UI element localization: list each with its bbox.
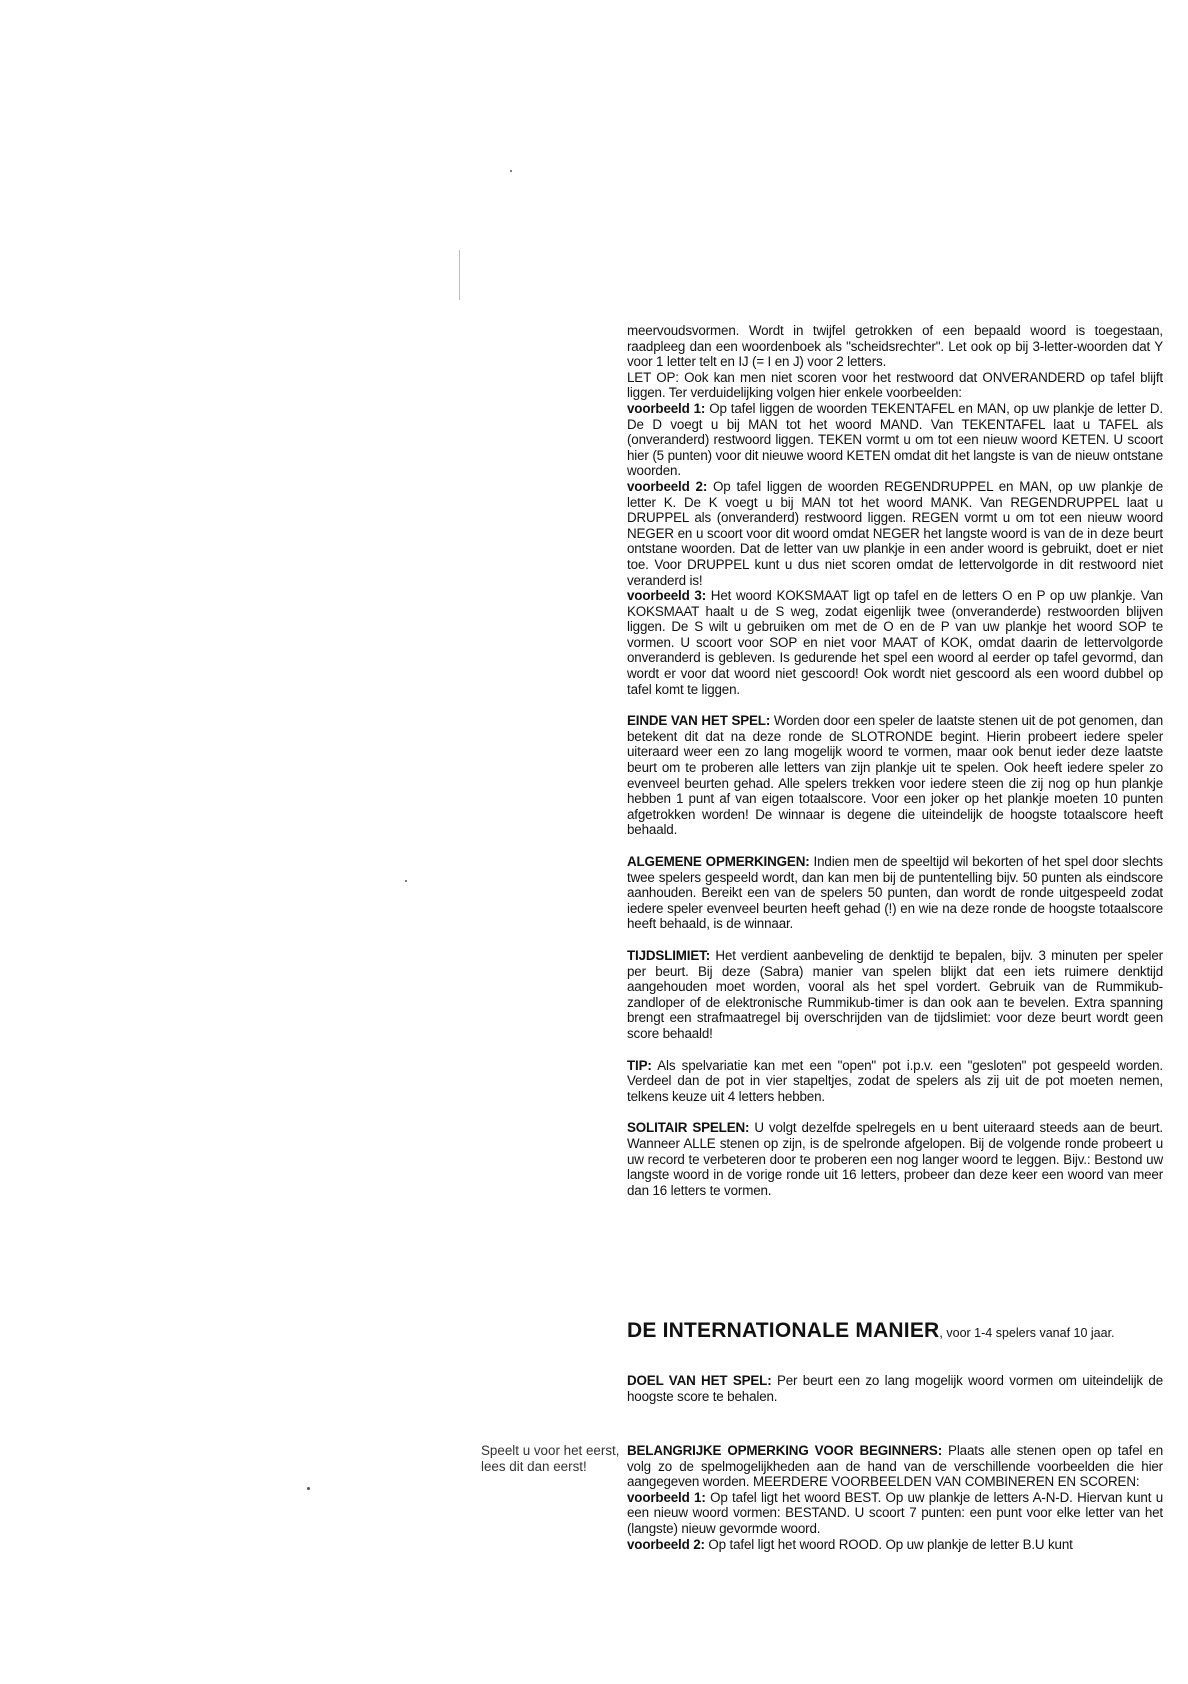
doel-block: [627, 1373, 1163, 1404]
section-subtitle: , voor 1-4 spelers vanaf 10 jaar.: [939, 1326, 1115, 1340]
doel-paragraph: [627, 1373, 1163, 1404]
einde-label: EINDE VAN HET SPEL:: [627, 713, 771, 729]
tip-label: TIP:: [627, 1057, 652, 1073]
example-1-text: Op tafel liggen de woorden TEKENTAFEL en MAN, op uw plankje de letter D. De D voegt u bij MAN tot het woord MAND. Van TEKENTAFEL laat u TAFEL als (onveranderd) restwoord liggen. TEKEN vormt u om tot een nieuw woord KETEN. U scoort hier (5 punten) voor dit nieuwe woord KETEN omdat dit het langste is van de nieuw ontstane woorden.: [627, 400, 1163, 479]
beginner-margin-note: Speelt u voor het eerst, lees dit dan eerst!: [481, 1443, 620, 1474]
scan-speck: [510, 170, 512, 172]
solitair-paragraph: [627, 1120, 1163, 1198]
beginner-example-2: [627, 1537, 1163, 1553]
doel-label: DOEL VAN HET SPEL:: [627, 1373, 772, 1388]
intro-paragraph: meervoudsvormen. Wordt in twijfel getrokken of een bepaald woord is toegestaan, raadpleeg dan een woordenboek als "scheidsrechter". Let ook op bij 3-letter-woorden dat Y voor 1 letter telt en IJ (= I en J) voor 2 letters.: [627, 323, 1163, 370]
scan-speck: [307, 1487, 310, 1490]
section-heading: [627, 1319, 1187, 1343]
beginner-example-1-text: Op tafel ligt het woord BEST. Op uw plankje de letters A-N-D. Hiervan kunt u een nieuw woord vormen: BESTAND. U scoort 7 punten: een punt voor elke letter van het (langste) nieuw gevormde woord.: [627, 1489, 1163, 1536]
beginner-example-2-label: voorbeeld 2:: [627, 1536, 705, 1552]
beginner-example-2-text: Op tafel ligt het woord ROOD. Op uw plankje de letter B.U kunt: [704, 1536, 1073, 1552]
belangrijk-paragraph: [627, 1443, 1163, 1490]
example-3: [627, 588, 1163, 697]
solitair-label: SOLITAIR SPELEN:: [627, 1120, 750, 1136]
algemene-text: Indien men de speeltijd wil bekorten of het spel door slechts twee spelers gespeeld wordt, dan kan men bij de puntentelling bijv. 50 punten als eindscore aanhouden. Bereikt een van de spelers 50 punten, dan wordt de ronde uitgespeeld zodat iedere speler evenveel beurten heeft gehad (!) en wie na deze ronde de hoogste totaalscore heeft behaald, is de winnaar.: [627, 854, 1163, 932]
solitair-text: U volgt dezelfde spelregels en u bent uiteraard steeds aan de beurt. Wanneer ALLE stenen op zijn, is de spelronde afgelopen. Bij de volgende ronde probeert u uw record te verbeteren door te proberen een nog langer woord te leggen. Bijv.: Bestond uw langste woord in de vorige ronde uit 16 letters, probeer dan deze keer een woord van meer dan 16 letters te vormen.: [627, 1120, 1163, 1198]
tijdslimiet-paragraph: [627, 948, 1163, 1042]
belangrijk-text: Plaats alle stenen open op tafel en volg zo de spelmogelijkheden aan de hand van de verschillende voorbeelden die hier aangegeven worden. MEERDERE VOORBEELDEN VAN COMBINEREN EN SCOREN:: [627, 1443, 1163, 1490]
example-2: [627, 479, 1163, 588]
einde-text: Worden door een speler de laatste stenen uit de pot genomen, dan betekent dit dat na deze ronde de SLOTRONDE begint. Hierin probeert iedere speler uiteraard weer een zo lang mogelijk woord te vormen, maar ook benut ieder deze laatste beurt om te proberen alle letters van zijn plankje uit te spelen. Ook heeft iedere speler zo evenveel beurten gehad. Alle spelers trekken voor iedere steen die zij nog op hun plankje hebben 1 punt af van eigen totaalscore. Voor een joker op het plankje moeten 10 punten afgetrokken worden! De winnaar is degene die uiteindelijk de hoogste totaalscore heeft behaald.: [627, 713, 1163, 838]
rules-column-top: [627, 323, 1163, 1198]
beginner-example-1-label: voorbeeld 1:: [627, 1489, 706, 1505]
letop-paragraph: LET OP: Ook kan men niet scoren voor het restwoord dat ONVERANDERD op tafel blijft liggen. Ter verduidelijking volgen hier enkele voorbeelden:: [627, 369, 1163, 401]
example-1: [627, 401, 1163, 479]
tip-text: Als spelvariatie kan met een "open" pot i.p.v. een "gesloten" pot gespeeld worden. Verdeel dan de pot in vier stapeltjes, zodat de spelers als zij uit de pot moeten nemen, telkens keuze uit 4 letters hebben.: [627, 1057, 1163, 1104]
einde-paragraph: [627, 713, 1163, 838]
tijdslimiet-label: TIJDSLIMIET:: [627, 947, 711, 963]
scan-speck: [405, 880, 407, 882]
scan-artifact-line: [459, 250, 460, 300]
tijdslimiet-text: Het verdient aanbeveling de denktijd te bepalen, bijv. 3 minuten per speler per beurt. Bij deze (Sabra) manier van spelen blijkt dat een iets ruimere denktijd aangehouden moet worden, vooral als het spel vordert. Gebruik van de Rummikub-zandloper of de elektronische Rummikub-timer is dan ook aan te bevelen. Extra spanning brengt een strafmaatregel bij overschrijden van de tijdslimiet: voor deze beurt wordt geen score behaald!: [627, 947, 1163, 1041]
algemene-paragraph: [627, 854, 1163, 932]
example-3-text: Het woord KOKSMAAT ligt op tafel en de letters O en P op uw plankje. Van KOKSMAAT haalt u de S weg, zodat eigenlijk twee (onveranderde) restwoorden blijven liggen. De S wilt u gebruiken om met de O en de P van uw plankje het woord SOP te vormen. U scoort voor SOP en niet voor MAAT of KOK, omdat daarin de lettervolgorde onveranderd is gebleven. Is gedurende het spel een woord al eerder op tafel gevormd, dan wordt er voor dat woord niet gescoord! Ook wordt niet gescoord als een woord dubbel op tafel komt te liggen.: [627, 588, 1163, 697]
belangrijk-block: [627, 1443, 1163, 1552]
beginner-example-1: [627, 1490, 1163, 1537]
example-2-label: voorbeeld 2:: [627, 478, 708, 494]
doel-text: Per beurt een zo lang mogelijk woord vormen om uiteindelijk de hoogste score te behalen.: [627, 1373, 1163, 1404]
section-title: DE INTERNATIONALE MANIER: [627, 1319, 940, 1342]
example-2-text: Op tafel liggen de woorden REGENDRUPPEL en MAN, op uw plankje de letter K. De K voegt u bij MAN tot het woord MANK. Van REGENDRUPPEL laat u DRUPPEL als (onveranderd) restwoord liggen. REGEN vormt u om tot een nieuw woord NEGER en u scoort voor dit woord omdat NEGER het langste woord is van de in deze beurt ontstane woorden. Dat de letter van uw plankje in een ander woord is gebruikt, doet er niet toe. Voor DRUPPEL kunt u dus niet scoren omdat de lettervolgorde in dit restwoord niet veranderd is!: [627, 478, 1164, 588]
algemene-label: ALGEMENE OPMERKINGEN:: [627, 854, 810, 869]
example-1-label: voorbeeld 1:: [627, 400, 706, 416]
example-3-label: voorbeeld 3:: [627, 588, 707, 604]
tip-paragraph: [627, 1058, 1163, 1105]
belangrijk-label: BELANGRIJKE OPMERKING VOOR BEGINNERS:: [627, 1443, 943, 1458]
